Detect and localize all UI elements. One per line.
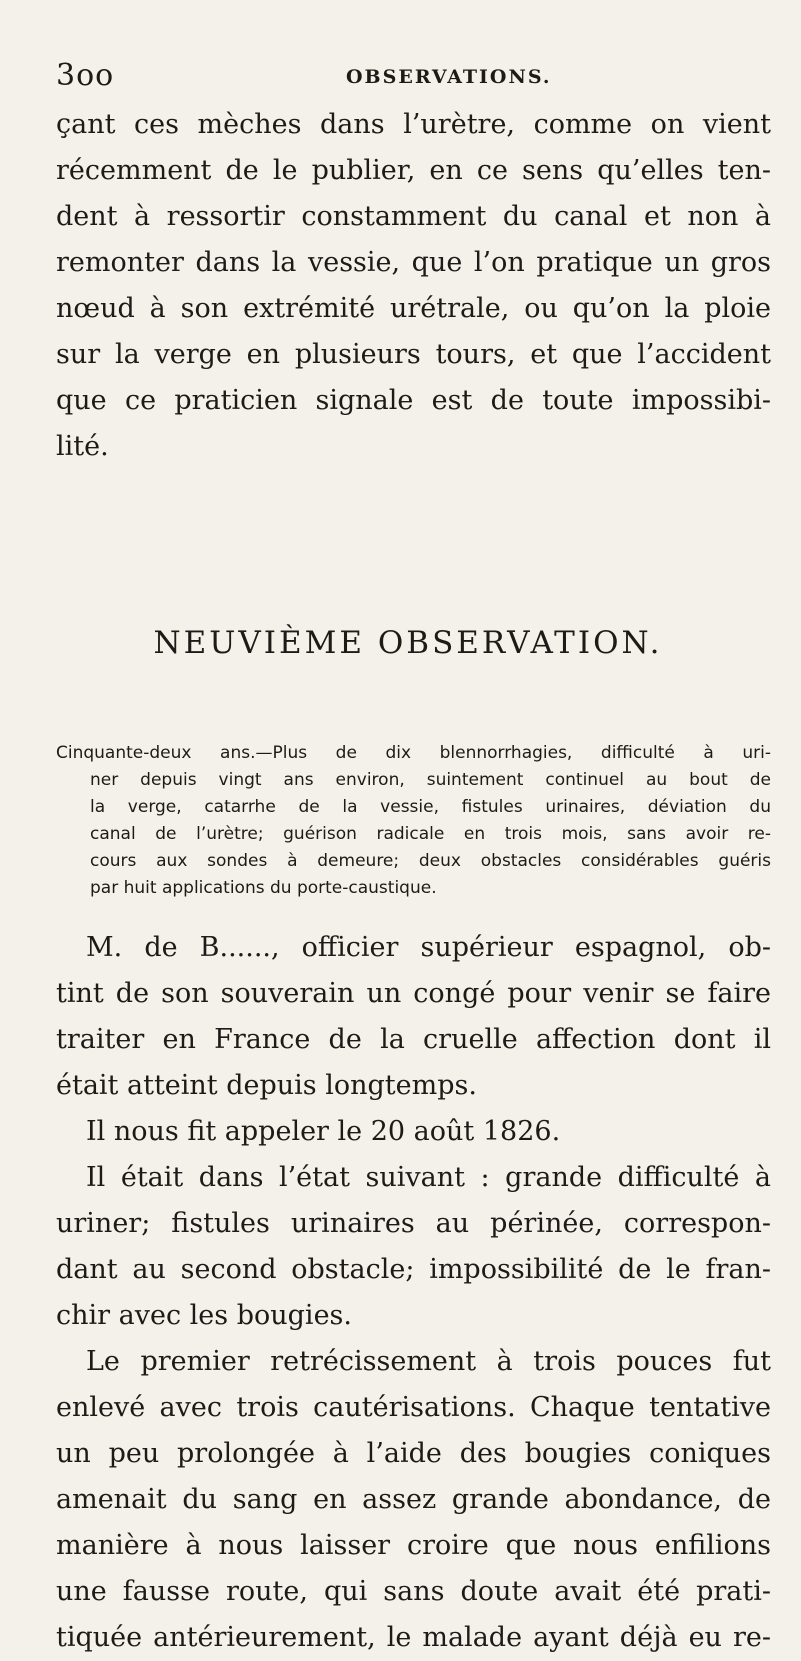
text-line: traiter en France de la cruelle affection dont il: [56, 1024, 771, 1055]
text-line: chir avec les bougies.: [56, 1300, 352, 1331]
text-line: récemment de le publier, en ce sens qu’elles ten-: [56, 155, 771, 186]
text-line: çant ces mèches dans l’urètre, comme on vient: [56, 109, 771, 140]
summary-line: par huit applications du porte-caustique.: [90, 878, 437, 898]
text-line: M. de B......, officier supérieur espagnol, ob-: [86, 932, 771, 963]
text-line: Le premier retrécissement à trois pouces fut: [86, 1346, 771, 1377]
text-line: remonter dans la vessie, que l’on pratique un gros: [56, 247, 771, 278]
summary-line: la verge, catarrhe de la vessie, fistules urinaires, déviation du: [90, 797, 771, 817]
text-line: uriner; fistules urinaires au périnée, correspon-: [56, 1208, 771, 1239]
text-line: tint de son souverain un congé pour venir se faire: [56, 978, 771, 1009]
page-number: 3oo: [56, 58, 115, 93]
text-line: que ce praticien signale est de toute impossibi-: [56, 385, 771, 416]
summary-line: canal de l’urètre; guérison radicale en trois mois, sans avoir re-: [90, 824, 771, 844]
paragraph-2: [56, 925, 771, 1661]
text-line: était atteint depuis longtemps.: [56, 1070, 477, 1101]
text-line: Il était dans l’état suivant : grande difficulté à: [86, 1162, 771, 1193]
text-line: un peu prolongée à l’aide des bougies coniques: [56, 1438, 771, 1469]
section-heading: NEUVIÈME OBSERVATION.: [153, 625, 663, 661]
text-line: sur la verge en plusieurs tours, et que l’accident: [56, 339, 771, 370]
page-header: [56, 58, 756, 98]
text-line: lité.: [56, 431, 109, 462]
paragraph-1: [56, 102, 771, 470]
text-line: dent à ressortir constamment du canal et non à: [56, 201, 771, 232]
summary-line: ner depuis vingt ans environ, suintement continuel au bout de: [90, 770, 771, 790]
summary-line: cours aux sondes à demeure; deux obstacles considérables guéris: [90, 851, 771, 871]
text-line: Il nous fit appeler le 20 août 1826.: [86, 1116, 561, 1147]
text-line: manière à nous laisser croire que nous enfilions: [56, 1530, 771, 1561]
observation-summary: [56, 740, 771, 902]
text-line: tiquée antérieurement, le malade ayant déjà eu re-: [56, 1622, 771, 1653]
text-line: amenait du sang en assez grande abondance, de: [56, 1484, 771, 1515]
text-line: dant au second obstacle; impossibilité de le fran-: [56, 1254, 771, 1285]
summary-line: Cinquante-deux ans.—Plus de dix blennorrhagies, difficulté à uri-: [56, 743, 771, 763]
text-line: nœud à son extrémité urétrale, ou qu’on la ploie: [56, 293, 771, 324]
text-line: enlevé avec trois cautérisations. Chaque tentative: [56, 1392, 771, 1423]
text-line: une fausse route, qui sans doute avait été prati-: [56, 1576, 771, 1607]
running-title: OBSERVATIONS.: [346, 66, 552, 88]
